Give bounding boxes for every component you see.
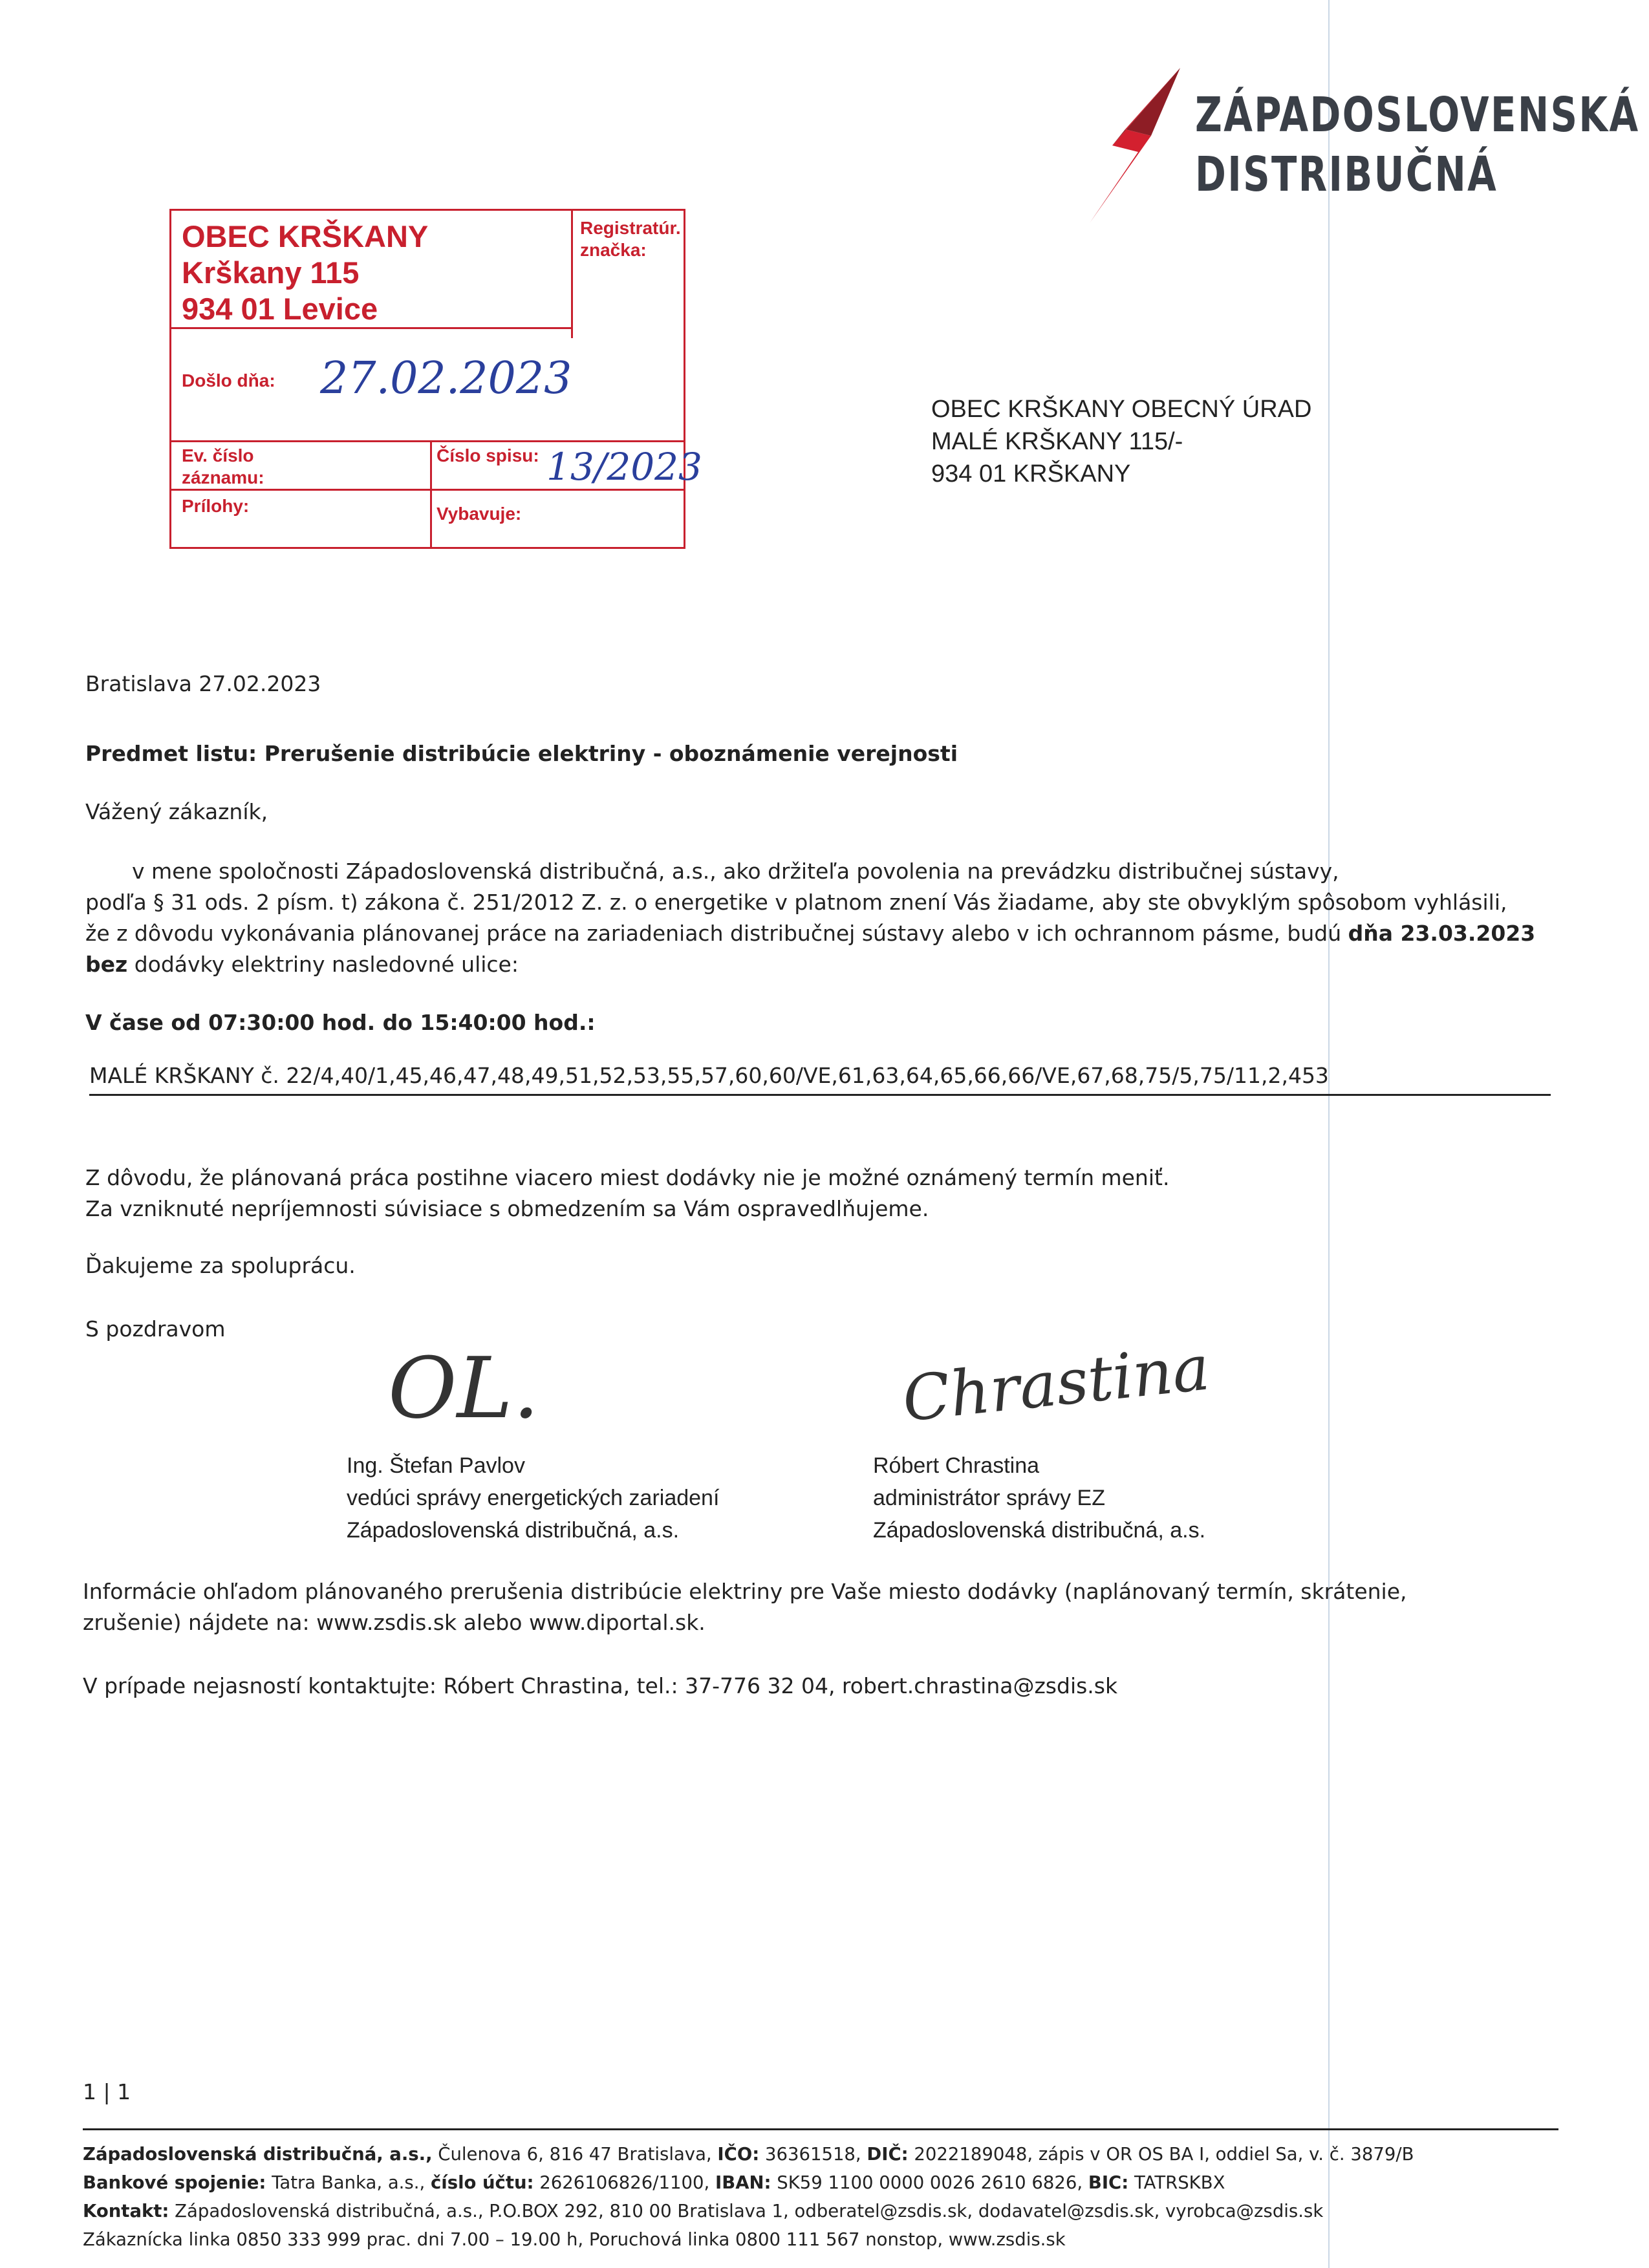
signatory-name: Róbert Chrastina (873, 1453, 1040, 1478)
stamp-handler-label: Vybavuje: (436, 504, 522, 524)
para1-line-2: podľa § 31 ods. 2 písm. t) zákona č. 251/2012 Z. z. o energetike v platnom znení Vás žiadame, aby ste obvyklým spôsobom vyhlásili, (85, 890, 1507, 915)
stamp-received-date: 27.02.2023 (320, 353, 572, 404)
signature-pavlov: OL. (388, 1339, 540, 1437)
stamp-org-address: Krškany 115 (182, 255, 360, 290)
para2-line-2: Za vzniknuté nepríjemnosti súvisiace s obmedzením sa Vám ospravedlňujeme. (85, 1196, 929, 1221)
salutation: Vážený zákazník, (85, 799, 268, 824)
signatory-company: Západoslovenská distribučná, a.s. (347, 1518, 680, 1543)
logo-line-1: ZÁPADOSLOVENSKÁ (1195, 87, 1640, 143)
stamp-received-label: Došlo dňa: (182, 370, 275, 390)
signatory-role: vedúci správy energetických zariadení (347, 1486, 720, 1510)
page-number: 1 | 1 (83, 2079, 131, 2104)
footer-line-hotline: Zákaznícka linka 0850 333 999 prac. dni 7.00 – 19.00 h, Poruchová linka 0800 111 567 nonstop, www.zsdis.sk (83, 2229, 1066, 2250)
lightning-bolt-icon (1073, 65, 1183, 226)
para1-line-3: že z dôvodu vykonávania plánovanej práce na zariadeniach distribučnej sústavy alebo v ich ochrannom pásme, budú dňa 23.03.2023 (85, 921, 1536, 946)
stamp-file-number: 13/2023 (546, 445, 702, 489)
stamp-registratur-label: Registratúr. značka: (580, 218, 681, 260)
signatory-pavlov (347, 1450, 719, 1546)
info-line-1: Informácie ohľadom plánovaného prerušenia distribúcie elektriny pre Vaše miesto dodávky (naplánovaný termín, skrátenie, (83, 1579, 1407, 1604)
recipient-address (931, 393, 1311, 490)
recipient-line-2: MALÉ KRŠKANY 115/- (931, 428, 1183, 455)
recipient-line-3: 934 01 KRŠKANY (931, 460, 1131, 487)
stamp-file-number-label: Číslo spisu: (436, 445, 539, 465)
stamp-attachments-label: Prílohy: (182, 496, 250, 516)
footer-line-bank: Bankové spojenie: Tatra Banka, a.s., číslo účtu: 2626106826/1100, IBAN: SK59 1100 0000 0026 2610 6826, BIC: TATRSKBX (83, 2172, 1225, 2193)
stamp-organization (182, 219, 428, 327)
contact-line: V prípade nejasností kontaktujte: Róbert Chrastina, tel.: 37-776 32 04, robert.chrastina@zsdis.sk (83, 1673, 1118, 1698)
stamp-org-city: 934 01 Levice (182, 292, 378, 326)
closing-line: S pozdravom (85, 1316, 226, 1342)
stamp-record-number-label: Ev. číslo záznamu: (182, 445, 264, 487)
para1-line-4: bez dodávky elektriny nasledovné ulice: (85, 952, 519, 977)
thanks-line: Ďakujeme za spoluprácu. (85, 1253, 356, 1278)
signatory-chrastina (873, 1450, 1205, 1546)
info-paragraph (83, 1576, 1407, 1638)
footer-line-company: Západoslovenská distribučná, a.s., Čulenova 6, 816 47 Bratislava, IČO: 36361518, DIČ: 2022189048, zápis v OR OS BA I, oddiel Sa, v. č. 3879/B (83, 2144, 1414, 2165)
stamp-org-name: OBEC KRŠKANY (182, 219, 429, 253)
info-line-2: zrušenie) nájdete na: www.zsdis.sk alebo www.diportal.sk. (83, 1610, 706, 1635)
outage-date: dňa 23.03.2023 (1348, 921, 1536, 946)
signatory-role: administrátor správy EZ (873, 1486, 1105, 1510)
footer-divider (83, 2128, 1558, 2130)
signatory-name: Ing. Štefan Pavlov (347, 1453, 525, 1478)
scan-artifact-line (1328, 0, 1330, 2268)
outage-time-range: V čase od 07:30:00 hod. do 15:40:00 hod.: (85, 1010, 596, 1035)
signatory-company: Západoslovenská distribučná, a.s. (873, 1518, 1206, 1543)
company-logo-text (1195, 85, 1639, 204)
subject-line: Predmet listu: Prerušenie distribúcie elektriny - oboznámenie verejnosti (85, 741, 958, 766)
main-paragraph (85, 856, 1566, 980)
footer-line-contact: Kontakt: Západoslovenská distribučná, a.s., P.O.BOX 292, 810 00 Bratislava 1, odberatel@zsdis.sk, dodavatel@zsdis.sk, vyrobca@zsdis.sk (83, 2201, 1324, 2221)
footer (83, 2140, 1414, 2254)
para2-line-1: Z dôvodu, že plánovaná práca postihne viacero miest dodávky nie je možné oznámený termín meniť. (85, 1165, 1170, 1190)
para1-line-1: v mene spoločnosti Západoslovenská distribučná, a.s., ako držiteľa povolenia na prevádzku distribučnej sústavy, (132, 859, 1339, 884)
place-date: Bratislava 27.02.2023 (85, 671, 321, 696)
affected-streets: MALÉ KRŠKANY č. 22/4,40/1,45,46,47,48,49,51,52,53,55,57,60,60/VE,61,63,64,65,66,66/VE,67,68,75/5,75/11,2,453 (89, 1060, 1551, 1096)
logo-line-2: DISTRIBUČNÁ (1195, 147, 1498, 202)
signature-chrastina: Chrastina (899, 1331, 1213, 1436)
recipient-line-1: OBEC KRŠKANY OBECNÝ ÚRAD (931, 396, 1312, 423)
registry-stamp (169, 209, 702, 549)
notice-paragraph (85, 1162, 1169, 1225)
